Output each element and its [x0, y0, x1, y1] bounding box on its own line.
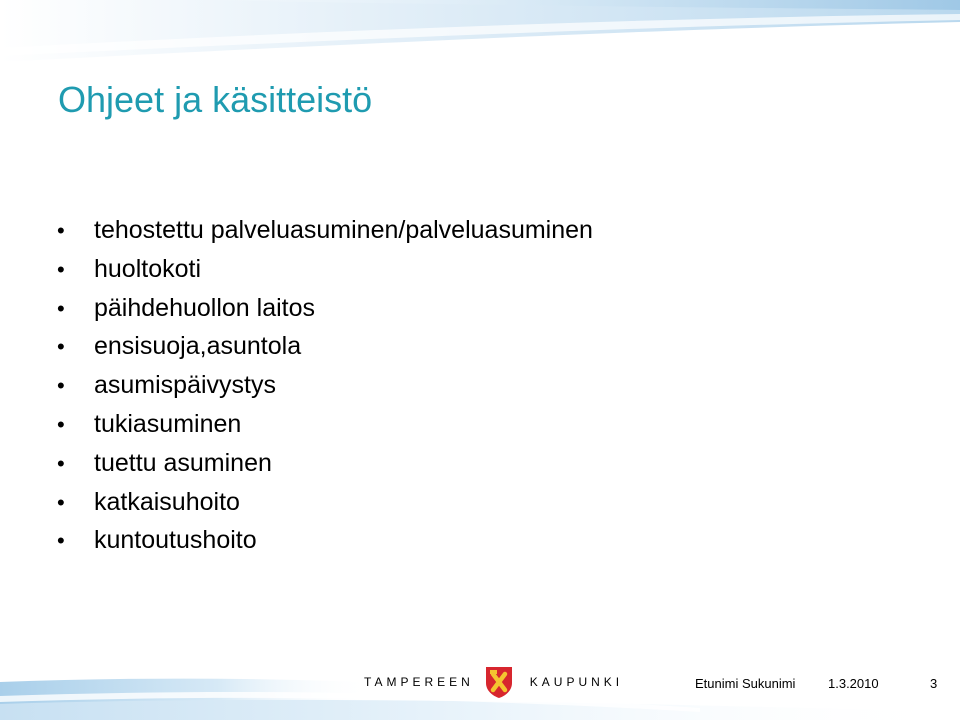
list-item-text: tukiasuminen: [94, 409, 242, 438]
tampere-logo: [364, 664, 623, 700]
list-item-text: huoltokoti: [94, 254, 202, 283]
list-item: [57, 211, 593, 250]
list-item-text: kuntoutushoito: [94, 526, 257, 555]
bottom-swoosh-decoration: [0, 600, 960, 720]
tampere-crest-icon: [484, 665, 514, 699]
list-item: [57, 405, 593, 444]
bullet-list: [57, 211, 593, 560]
list-item: [57, 327, 593, 366]
list-item: [57, 366, 593, 405]
slide-title: Ohjeet ja käsitteistö: [58, 79, 373, 120]
bullet-icon: •: [57, 489, 65, 515]
list-item-text: asumispäivystys: [94, 371, 276, 400]
list-item-text: katkaisuhoito: [94, 487, 240, 516]
page-number: 3: [930, 676, 938, 691]
list-item: [57, 250, 593, 289]
list-item-text: ensisuoja,asuntola: [94, 332, 302, 361]
logo-text-left: TAMPEREEN: [364, 675, 474, 689]
bullet-icon: •: [57, 295, 65, 321]
footer-date: 1.3.2010: [828, 676, 879, 691]
bullet-icon: •: [57, 334, 65, 360]
list-item: [57, 289, 593, 328]
bullet-icon: •: [57, 256, 65, 282]
list-item: [57, 483, 593, 522]
bullet-icon: •: [57, 528, 65, 554]
list-item-text: päihdehuollon laitos: [94, 293, 316, 322]
list-item-text: tehostettu palveluasuminen/palveluasuminen: [94, 216, 593, 244]
bullet-icon: •: [57, 450, 65, 476]
footer-author: Etunimi Sukunimi: [695, 676, 796, 691]
bullet-icon: •: [57, 373, 65, 399]
bullet-icon: •: [57, 411, 65, 437]
list-item-text: tuettu asuminen: [94, 448, 272, 477]
list-item: [57, 521, 593, 560]
list-item: [57, 444, 593, 483]
logo-text-right: KAUPUNKI: [529, 675, 624, 689]
bullet-icon: •: [57, 218, 65, 243]
